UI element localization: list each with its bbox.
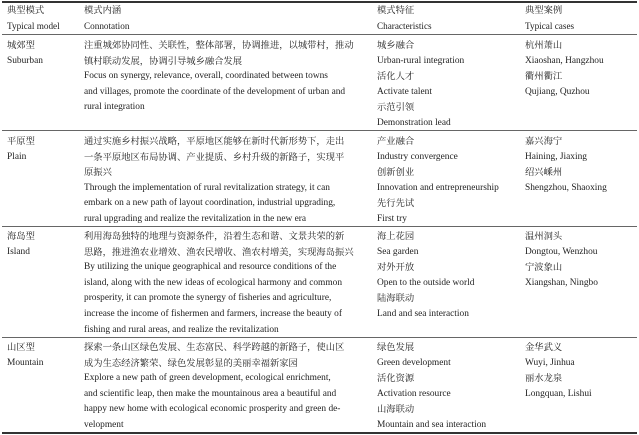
connotation-line: 探索一条山区绿色发展、生态富民、科学跨越的新路子，使山区	[84, 342, 345, 353]
connotation-line: 注重城郊协同性、关联性，整体部署，协调推进，以城带村，推动	[84, 40, 354, 51]
case-zh: 金华武义	[525, 342, 563, 353]
header-model	[7, 3, 60, 34]
case-zh: 衢州衢江	[525, 71, 563, 83]
case-en: Haining, Jiaxing	[525, 151, 587, 162]
characteristic-en: Innovation and entrepreneurship	[377, 182, 499, 193]
model-zh: 城郊型	[7, 40, 35, 51]
characteristic-zh: 对外开放	[377, 262, 415, 274]
characteristic-zh: 海上花园	[377, 231, 415, 242]
characteristic-zh: 示范引领	[377, 102, 415, 114]
model-zh: 山区型	[7, 342, 35, 353]
table-row-island-characteristics	[377, 229, 474, 323]
table-row-plain-characteristics	[377, 134, 499, 228]
case-en: Dongtou, Wenzhou	[525, 246, 598, 257]
connotation-line: By utilizing the unique geographical and resource conditions of the	[84, 262, 337, 273]
table-row-island-model	[7, 229, 35, 260]
characteristic-zh: 创新创业	[377, 167, 415, 179]
characteristic-en: Open to the outside world	[377, 277, 475, 288]
characteristic-en: Activate talent	[377, 86, 432, 97]
characteristic-en: Industry convergence	[377, 151, 458, 162]
characteristic-en: Urban-rural integration	[377, 55, 465, 66]
table-row-mountain-model	[7, 340, 43, 371]
model-en: Island	[7, 246, 30, 257]
connotation-line: 镇村联动发展，协调引导城乡融合发展	[84, 55, 243, 67]
model-zh: 平原型	[7, 136, 35, 147]
case-en: Qujiang, Quzhou	[525, 86, 590, 97]
connotation-line: 成为生态经济繁荣、绿色发展彰显的美丽幸福新家园	[84, 357, 298, 369]
characteristic-zh: 产业融合	[377, 136, 415, 147]
connotation-line: 原振兴	[84, 167, 112, 179]
characteristic-zh: 城乡融合	[377, 40, 415, 51]
case-en: Shengzhou, Shaoxing	[525, 182, 607, 193]
header-cases-en: Typical cases	[525, 20, 575, 31]
case-zh: 丽水龙泉	[525, 373, 563, 385]
header-connotation	[84, 3, 129, 34]
header-characteristics-en: Characteristics	[377, 20, 432, 31]
connotation-line: velopment	[84, 419, 124, 430]
characteristic-en: Land and sea interaction	[377, 308, 469, 319]
characteristic-en: First try	[377, 213, 407, 224]
table-row-mountain-connotation	[84, 340, 344, 434]
header-model-en: Typical model	[7, 20, 60, 31]
connotation-line: 一条平原地区布局协调、产业提质、乡村升级的新路子，实现平	[84, 151, 345, 163]
connotation-line: Explore a new path of green development, ecological enrichment,	[84, 373, 331, 384]
connotation-line: 通过实施乡村振兴战略，平原地区能够在新时代新形势下，走出	[84, 136, 345, 147]
connotation-line: rural integration	[84, 102, 145, 113]
characteristic-zh: 活化人才	[377, 71, 415, 83]
table-row-mountain-cases	[525, 340, 592, 402]
connotation-line: prosperity, it can promote the synergy of fisheries and agriculture,	[84, 293, 332, 304]
characteristic-zh: 先行先试	[377, 198, 415, 210]
case-zh: 绍兴嵊州	[525, 167, 563, 179]
header-characteristics-zh: 模式特征	[377, 5, 415, 16]
table-row-suburban-model	[7, 38, 43, 69]
header-model-zh: 典型模式	[7, 5, 45, 16]
connotation-line: and scientific leap, then make the mountainous area a beautiful and	[84, 388, 337, 399]
header-cases	[525, 3, 574, 34]
connotation-line: Through the implementation of rural revitalization strategy, it can	[84, 182, 330, 193]
characteristic-zh: 活化资源	[377, 373, 415, 385]
case-en: Longquan, Lishui	[525, 388, 592, 399]
model-en: Plain	[7, 151, 27, 162]
model-zh: 海岛型	[7, 231, 35, 242]
characteristic-zh: 绿色发展	[377, 342, 415, 353]
table-row-plain-connotation	[84, 134, 344, 228]
table-row-mountain-characteristics	[377, 340, 486, 434]
characteristic-en: Activation resource	[377, 388, 451, 399]
header-connotation-zh: 模式内涵	[84, 5, 122, 16]
connotation-line: Focus on synergy, relevance, overall, coordinated between towns	[84, 71, 328, 82]
case-en: Xiaoshan, Hangzhou	[525, 55, 604, 66]
header-cases-zh: 典型案例	[525, 5, 563, 16]
case-en: Xiangshan, Ningbo	[525, 277, 598, 288]
connotation-line: 思路，推进渔农业增效、渔农民增收、渔农村增美，实现海岛振兴	[84, 246, 354, 258]
connotation-line: and villages, promote the coordinate of the development of urban and	[84, 86, 346, 97]
connotation-line: increase the income of fishermen and farmers, increase the beauty of	[84, 308, 342, 319]
connotation-line: island, along with the new ideas of ecological harmony and common	[84, 277, 343, 288]
header-connotation-en: Connotation	[84, 20, 130, 31]
model-en: Suburban	[7, 55, 43, 66]
characteristic-zh: 陆海联动	[377, 293, 415, 305]
model-en: Mountain	[7, 357, 44, 368]
case-zh: 温州洞头	[525, 231, 563, 242]
table-row-plain-model	[7, 134, 35, 165]
case-zh: 宁波象山	[525, 262, 563, 274]
characteristic-en: Demonstration lead	[377, 117, 451, 128]
connotation-line: embark on a new path of layout coordination, industrial upgrading,	[84, 198, 336, 209]
connotation-line: happy new home with ecological economic prosperity and green de-	[84, 404, 341, 415]
table-row-island-cases	[525, 229, 598, 291]
characteristic-en: Mountain and sea interaction	[377, 419, 487, 430]
connotation-line: rural upgrading and realize the revitalization in the new era	[84, 213, 307, 224]
table-row-suburban-cases	[525, 38, 604, 100]
characteristic-zh: 山海联动	[377, 404, 415, 416]
table-row-plain-cases	[525, 134, 607, 196]
table-row-island-connotation	[84, 229, 354, 338]
case-zh: 杭州萧山	[525, 40, 563, 51]
characteristic-en: Green development	[377, 357, 451, 368]
connotation-line: fishing and rural areas, and realize the revitalization	[84, 324, 279, 335]
case-zh: 嘉兴海宁	[525, 136, 563, 147]
connotation-line: 利用海岛独特的地理与资源条件，沿着生态和谐、文景共荣的新	[84, 231, 345, 242]
characteristic-en: Sea garden	[377, 246, 419, 257]
table-row-suburban-connotation	[84, 38, 354, 116]
case-en: Wuyi, Jinhua	[525, 357, 575, 368]
header-characteristics	[377, 3, 432, 34]
row-divider	[2, 130, 637, 131]
table-row-suburban-characteristics	[377, 38, 464, 132]
